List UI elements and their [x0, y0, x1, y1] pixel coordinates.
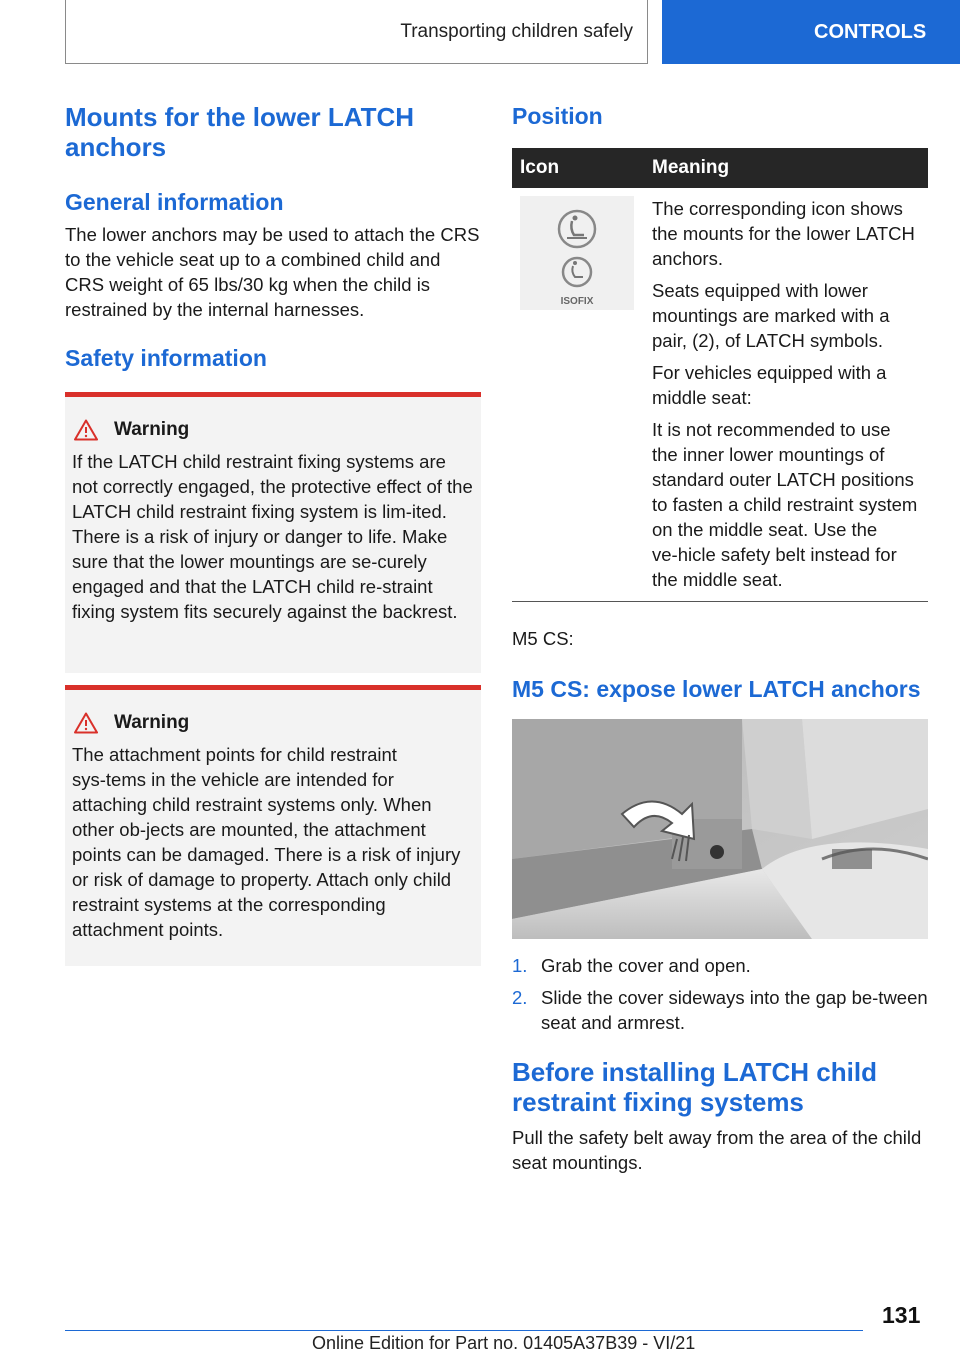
table-row [512, 188, 928, 602]
general-information-text: The lower anchors may be used to attach the CRS to the vehicle seat up to a combined child and CRS weight of 65 lbs/30 kg when the child is restrained by the internal harnesses. [65, 224, 480, 320]
chapter-label: CONTROLS [814, 20, 927, 43]
list-item [512, 953, 928, 978]
warning-triangle-icon [74, 712, 98, 734]
warning-title: Warning [114, 419, 190, 440]
table-header-row [512, 148, 928, 188]
before-installing-heading: Before installing LATCH child restraint fixing systems [512, 1057, 877, 1117]
table-header-icon: Icon [512, 148, 644, 188]
warning-box [65, 685, 481, 966]
m5-label: M5 CS: [512, 628, 574, 649]
table-cell-meaning [644, 188, 928, 602]
icon-meaning-table [512, 148, 928, 602]
latch-symbols-image [520, 196, 634, 310]
m5-heading: M5 CS: expose lower LATCH anchors [512, 676, 921, 702]
general-information-heading: General information [65, 189, 284, 215]
list-item [512, 985, 928, 1035]
step-text: Grab the cover and open. [541, 955, 751, 976]
warning-header [72, 419, 473, 441]
meaning-paragraph: The corresponding icon shows the mounts for the lower LATCH anchors. [652, 198, 915, 269]
meaning-paragraph: It is not recommended to use the inner lower mountings of standard outer LATCH positions to fasten a child restraint system on the middle seat. Use the ve‑hicle safety belt instead for the middle seat. [652, 419, 918, 590]
meaning-paragraph: For vehicles equipped with a middle seat: [652, 362, 887, 408]
position-heading: Position [512, 103, 603, 129]
seat-cover-illustration [512, 719, 928, 939]
step-text: Slide the cover sideways into the gap be‑tween seat and armrest. [541, 987, 928, 1033]
right-column [512, 102, 928, 1175]
warning-header [72, 712, 473, 734]
warning-text: If the LATCH child restraint fixing systems are not correctly engaged, the protective effect of the LATCH child restraint fixing system is lim‑ited. There is a risk of injury or danger to life. Make sure that the lower mountings are se‑curely engaged and that the LATCH child re‑straint fixing system fits securely against the backrest. [72, 451, 473, 622]
step-number: 1. [512, 955, 528, 976]
section-title: Transporting children safely [400, 20, 633, 42]
left-column [65, 102, 481, 966]
meaning-paragraph: Seats equipped with lower mountings are marked with a pair, (2), of LATCH symbols. [652, 280, 890, 351]
footer-divider [65, 1330, 863, 1331]
warning-box [65, 392, 481, 673]
step-number: 2. [512, 987, 528, 1008]
table-header-meaning: Meaning [644, 148, 928, 188]
edition-note: Online Edition for Part no. 01405A37B39 - VI/21 [312, 1333, 696, 1353]
latch-cover-photo [512, 719, 928, 939]
warning-triangle-icon [74, 419, 98, 441]
page-title: Mounts for the lower LATCH anchors [65, 102, 415, 162]
steps-list [512, 953, 928, 1035]
chapter-tab[interactable] [662, 0, 960, 64]
safety-information-heading: Safety information [65, 345, 267, 371]
isofix-label: ISOFIX [560, 296, 594, 307]
warning-title: Warning [114, 712, 190, 733]
page-number: 131 [882, 1302, 921, 1328]
table-cell-icon [512, 188, 644, 602]
warning-text: The attachment points for child restraint sys‑tems in the vehicle are intended for attaching child restraint systems only. When other ob‑jects are mounted, the attachment points can be damaged. There is a risk of injury or risk of damage to property. Attach only child restraint systems at the corresponding attachment points. [72, 744, 461, 940]
before-installing-text: Pull the safety belt away from the area of the child seat mountings. [512, 1127, 922, 1173]
running-header-section [65, 0, 648, 64]
